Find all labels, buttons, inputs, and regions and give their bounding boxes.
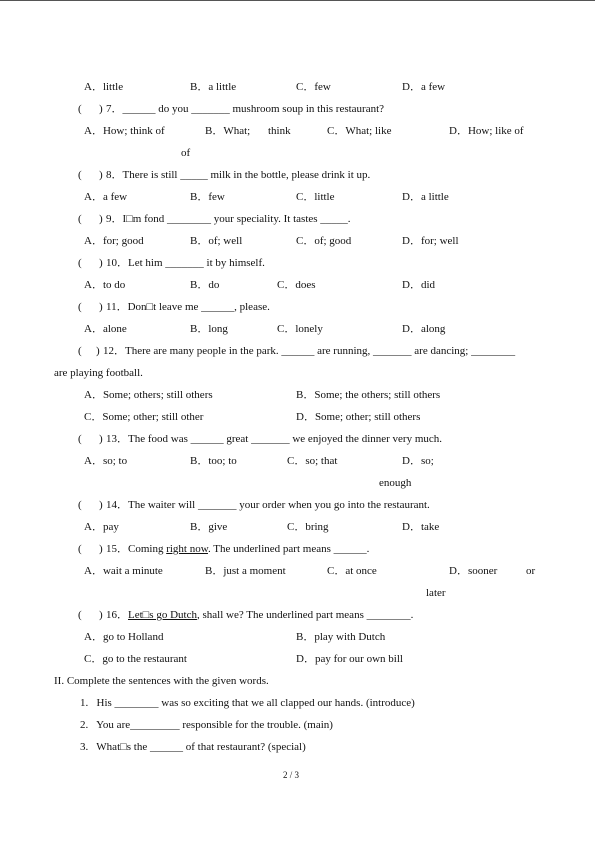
- q6-option-c: C．few: [296, 81, 331, 93]
- q10-answer-paren-close: ): [99, 257, 103, 269]
- q12-question: 12．There are many people in the park. ______ are running, _______ are dancing; ________: [103, 345, 516, 357]
- q10-option-d: D．did: [402, 279, 435, 291]
- q7-answer-paren-close: ): [99, 103, 103, 115]
- top-rule: [0, 0, 595, 1]
- q11-option-b: B．long: [190, 323, 228, 335]
- q15-option-d-wrap: later: [426, 587, 446, 599]
- q9-answer-paren-close: ): [99, 213, 103, 225]
- q9-answer-paren-open: (: [78, 213, 82, 225]
- q16-option-d: D．pay for our own bill: [296, 653, 403, 665]
- q12-answer-paren-open: (: [78, 345, 82, 357]
- q6-option-b: B．a little: [190, 81, 237, 93]
- q13-answer-paren-close: ): [99, 433, 103, 445]
- q9-option-c: C．of; good: [296, 235, 352, 247]
- q9-option-a: A．for; good: [84, 235, 144, 247]
- q9-question: 9．I□m fond ________ your speciality. It tastes _____.: [106, 213, 351, 225]
- q7-option-b: B．What;: [205, 125, 251, 137]
- q13-option-b: B．too; to: [190, 455, 237, 467]
- q16-underlined-phrase: Let□s go Dutch: [128, 609, 197, 621]
- q15-option-c: C．at once: [327, 565, 377, 577]
- section-2-heading: II. Complete the sentences with the given words.: [54, 675, 269, 687]
- q13-question: 13．The food was ______ great _______ we enjoyed the dinner very much.: [106, 433, 443, 445]
- q12-question-wrap: are playing football.: [54, 367, 143, 379]
- q14-answer-paren-close: ): [99, 499, 103, 511]
- q13-option-d: D．so;: [402, 455, 434, 467]
- q9-option-b: B．of; well: [190, 235, 243, 247]
- q13-option-a: A．so; to: [84, 455, 128, 467]
- q10-question: 10．Let him _______ it by himself.: [106, 257, 265, 269]
- q16-option-a: A．go to Holland: [84, 631, 164, 643]
- q15-question-pre: 15．Coming: [106, 543, 167, 555]
- q11-option-d: D．along: [402, 323, 446, 335]
- q9-option-d: D．for; well: [402, 235, 459, 247]
- q8-answer-paren-close: ): [99, 169, 103, 181]
- q7-answer-paren-open: (: [78, 103, 82, 115]
- q10-option-b: B．do: [190, 279, 220, 291]
- q12-answer-paren-close: ): [96, 345, 100, 357]
- q15-option-a: A．wait a minute: [84, 565, 163, 577]
- q6-option-d: D．a few: [402, 81, 446, 93]
- q14-answer-paren-open: (: [78, 499, 82, 511]
- q14-question: 14．The waiter will _______ your order when you go into the restaurant.: [106, 499, 430, 511]
- q10-option-c: C．does: [277, 279, 316, 291]
- q16-answer-paren-close: ): [99, 609, 103, 621]
- q16-question: [106, 609, 413, 622]
- q15-answer-paren-open: (: [78, 543, 82, 555]
- section-2-item-2: 2. You are_________ responsible for the trouble. (main): [80, 719, 333, 731]
- q7-option-b-cont: think: [268, 125, 291, 137]
- q8-option-c: C．little: [296, 191, 335, 203]
- q8-question: 8．There is still _____ milk in the bottle, please drink it up.: [106, 169, 371, 181]
- q15-answer-paren-close: ): [99, 543, 103, 555]
- q15-question: [106, 543, 369, 556]
- q12-option-a: A．Some; others; still others: [84, 389, 213, 401]
- q14-option-b: B．give: [190, 521, 228, 533]
- q7-question: 7．______ do you _______ mushroom soup in this restaurant?: [106, 103, 385, 115]
- q11-option-a: A．alone: [84, 323, 127, 335]
- q11-answer-paren-open: (: [78, 301, 82, 313]
- section-2-item-3: 3. What□s the ______ of that restaurant? (special): [80, 741, 306, 753]
- page-number: 2 / 3: [283, 770, 300, 780]
- q12-option-b: B．Some; the others; still others: [296, 389, 441, 401]
- q15-underlined-phrase: right now: [166, 543, 208, 555]
- q12-option-d: D．Some; other; still others: [296, 411, 421, 423]
- q7-option-a: A．How; think of: [84, 125, 165, 137]
- q13-option-c: C．so; that: [287, 455, 338, 467]
- q13-answer-paren-open: (: [78, 433, 82, 445]
- q10-answer-paren-open: (: [78, 257, 82, 269]
- q15-option-b: B．just a moment: [205, 565, 286, 577]
- q12-option-c: C．Some; other; still other: [84, 411, 204, 423]
- q11-question: 11．Don□t leave me ______, please.: [106, 301, 270, 313]
- q8-option-d: D．a little: [402, 191, 449, 203]
- q7-option-a-wrap: of: [181, 147, 191, 159]
- q15-option-d: D．sooner: [449, 565, 498, 577]
- q16-question-post: , shall we? The underlined part means ________.: [196, 609, 414, 621]
- q16-option-c: C．go to the restaurant: [84, 653, 187, 665]
- q11-option-c: C．lonely: [277, 323, 323, 335]
- q8-answer-paren-open: (: [78, 169, 82, 181]
- q14-option-d: D．take: [402, 521, 440, 533]
- section-2-item-1: 1. His ________ was so exciting that we all clapped our hands. (introduce): [80, 697, 415, 709]
- q16-answer-paren-open: (: [78, 609, 82, 621]
- q15-option-d-cont: or: [526, 565, 536, 577]
- q11-answer-paren-close: ): [99, 301, 103, 313]
- q15-question-post: . The underlined part means ______.: [207, 543, 370, 555]
- q14-option-a: A．pay: [84, 521, 119, 533]
- q16-question-pre: 16．: [106, 609, 128, 621]
- q7-option-c: C．What; like: [327, 125, 392, 137]
- q8-option-a: A．a few: [84, 191, 128, 203]
- q8-option-b: B．few: [190, 191, 225, 203]
- q14-option-c: C．bring: [287, 521, 329, 533]
- q6-option-a: A．little: [84, 81, 124, 93]
- q16-option-b: B．play with Dutch: [296, 631, 386, 643]
- q13-option-d-wrap: enough: [379, 477, 412, 489]
- q7-option-d: D．How; like of: [449, 125, 524, 137]
- q10-option-a: A．to do: [84, 279, 126, 291]
